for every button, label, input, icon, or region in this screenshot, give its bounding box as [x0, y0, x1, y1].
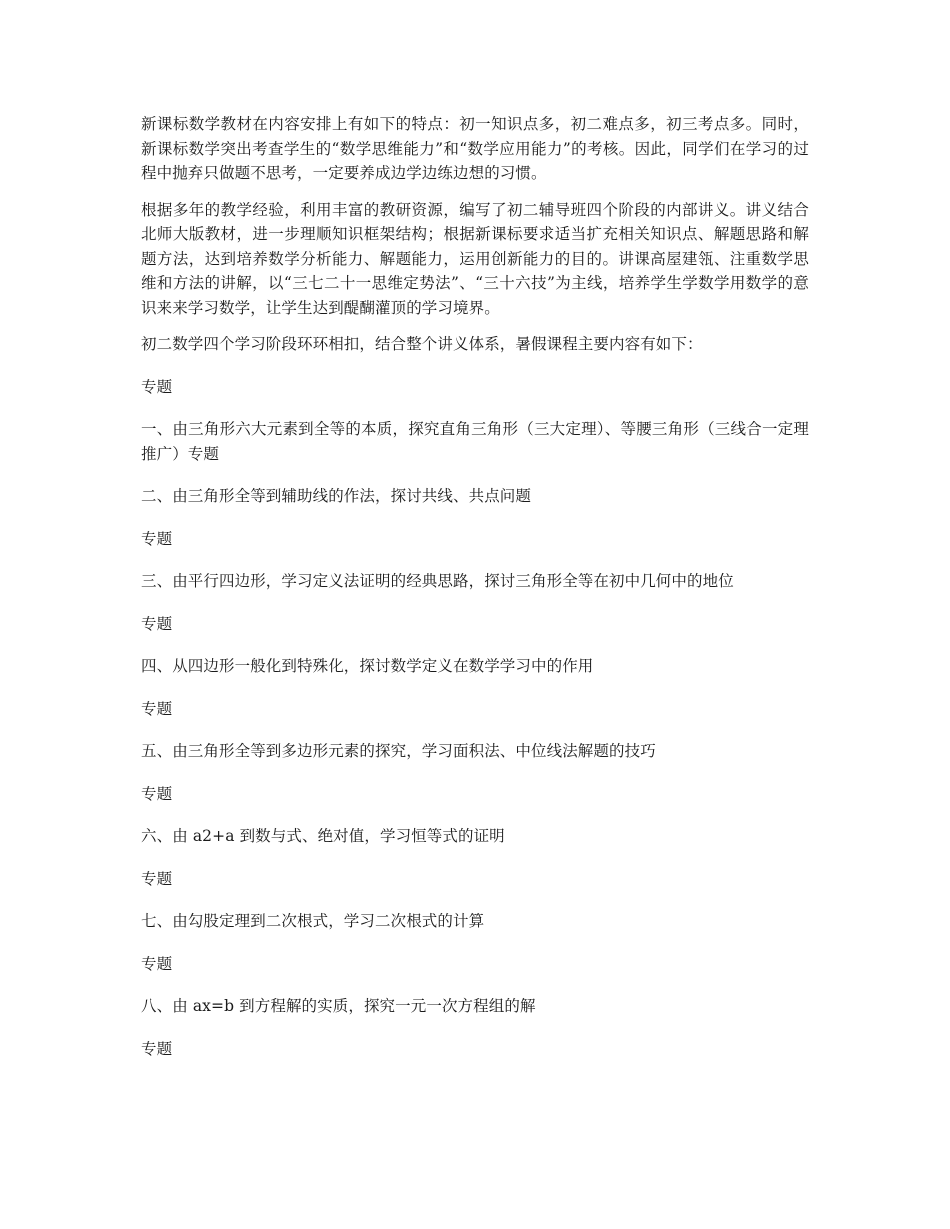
- topic-item-8: 八、由 ax=b 到方程解的实质，探究一元一次方程组的解: [141, 997, 536, 1015]
- topic-label: 专题: [141, 954, 173, 973]
- course-overview-paragraph: 初二数学四个学习阶段环环相扣，结合整个讲义体系，暑假课程主要内容有如下：: [141, 335, 703, 353]
- topic-label: 专题: [141, 377, 173, 396]
- topic-label: 专题: [141, 1039, 173, 1058]
- topic-label: 专题: [141, 614, 173, 633]
- topic-label: 专题: [141, 529, 173, 548]
- topic-item-4: 四、从四边形一般化到特殊化，探讨数学定义在数学学习中的作用: [141, 657, 594, 675]
- teaching-experience-paragraph: 根据多年的教学经验，利用丰富的教研资源，编写了初二辅导班四个阶段的内部讲义。讲义结合北师大版教材，进一步理顺知识框架结构；根据新课标要求适当扩充相关知识点、解题思路和解题方法，达到培养数学分析能力、解题能力，运用创新能力的目的。讲课高屋建瓴、注重数学思维和方法的讲解，以“三七二十一思维定势法”、“三十六技”为主线，培养学生学数学用数学的意识来来学习数学，让学生达到醍醐灌顶的学习境界。: [141, 200, 809, 317]
- topic-item-6: 六、由 a2+a 到数与式、绝对值，学习恒等式的证明: [141, 827, 505, 845]
- intro-paragraph: 新课标数学教材在内容安排上有如下的特点：初一知识点多，初二难点多，初三考点多。同时，新课标数学突出考查学生的“数学思维能力”和“数学应用能力”的考核。因此，同学们在学习的过程中抛弃只做题不思考，一定要养成边学边练边想的习惯。: [141, 115, 809, 182]
- topic-label: 专题: [141, 869, 173, 888]
- document-body: [141, 112, 809, 1079]
- topic-label: 专题: [141, 699, 173, 718]
- topic-label: 专题: [141, 784, 173, 803]
- topic-item-1: 一、由三角形六大元素到全等的本质，探究直角三角形（三大定理）、等腰三角形（三线合一定理推广）专题: [141, 420, 809, 463]
- topic-item-3: 三、由平行四边形，学习定义法证明的经典思路，探讨三角形全等在初中几何中的地位: [141, 572, 734, 590]
- topic-item-2: 二、由三角形全等到辅助线的作法，探讨共线、共点问题: [141, 487, 532, 505]
- topic-item-7: 七、由勾股定理到二次根式，学习二次根式的计算: [141, 912, 485, 930]
- topic-item-5: 五、由三角形全等到多边形元素的探究，学习面积法、中位线法解题的技巧: [141, 742, 656, 760]
